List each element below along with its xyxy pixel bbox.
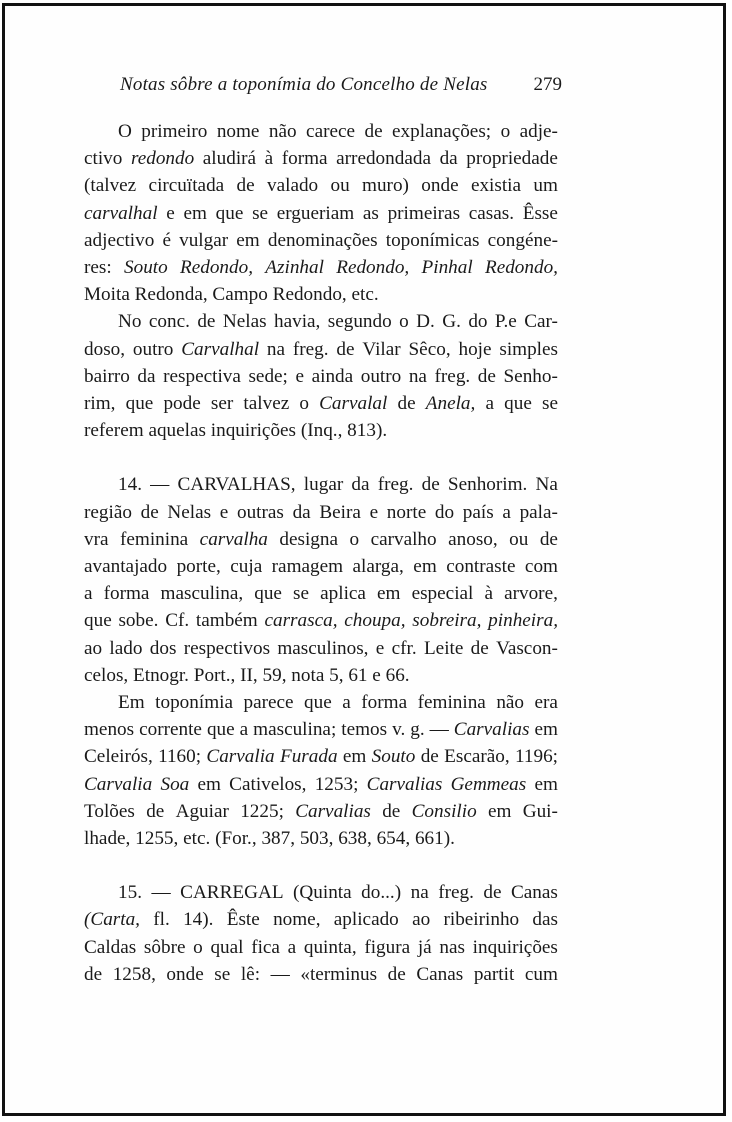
page-number: 279	[533, 74, 562, 95]
text-line: referem aquelas inquirições (Inq., 813).	[84, 420, 388, 442]
section-gap	[84, 852, 558, 879]
text-line: 14. — CARVALHAS, lugar da freg. de Senhorim. Na	[118, 474, 558, 496]
body-text	[84, 118, 558, 988]
text-line: res: Souto Redondo, Azinhal Redondo, Pinhal Redondo,	[84, 257, 558, 279]
text-line: vra feminina carvalha designa o carvalho anoso, ou de	[84, 528, 558, 550]
text-line: adjectivo é vulgar em denominações toponímicas congéne-	[84, 229, 558, 251]
text-line: 15. — CARREGAL (Quinta do...) na freg. de Canas	[118, 882, 558, 904]
text-line: Tolões de Aguiar 1225; Carvalias de Consilio em Gui-	[84, 800, 558, 822]
text-line: que sobe. Cf. também carrasca, choupa, sobreira, pinheira,	[84, 610, 558, 632]
text-line: (Carta, fl. 14). Êste nome, aplicado ao ribeirinho das	[84, 909, 558, 931]
text-line: Celeirós, 1160; Carvalia Furada em Souto de Escarão, 1196;	[84, 746, 558, 768]
text-line: doso, outro Carvalhal na freg. de Vilar Sêco, hoje simples	[84, 338, 558, 360]
text-line: (talvez circuïtada de valado ou muro) onde existia um	[84, 175, 558, 197]
text-line: de 1258, onde se lê: — «terminus de Canas partit cum	[84, 963, 558, 985]
text-line: menos corrente que a masculina; temos v. g. — Carvalias em	[84, 719, 558, 741]
text-line: região de Nelas e outras da Beira e norte do país a pala-	[84, 501, 558, 523]
running-title: Notas sôbre a toponímia do Concelho de Nelas	[120, 74, 488, 95]
text-line: O primeiro nome não carece de explanações; o adje-	[118, 121, 558, 142]
text-line: carvalhal e em que se ergueriam as primeiras casas. Êsse	[84, 202, 558, 224]
running-head	[120, 74, 562, 96]
section-gap	[84, 444, 558, 471]
text-line: celos, Etnogr. Port., II, 59, nota 5, 61 e 66.	[84, 664, 410, 686]
text-line: Em toponímia parece que a forma feminina não era	[118, 692, 558, 714]
text-line: lhade, 1255, etc. (For., 387, 503, 638, 654, 661).	[84, 828, 455, 850]
text-line: Caldas sôbre o qual fica a quinta, figura já nas inquirições	[84, 936, 558, 958]
text-line: rim, que pode ser talvez o Carvalal de Anela, a que se	[84, 393, 558, 415]
text-line: a forma masculina, que se aplica em especial à arvore,	[84, 583, 558, 605]
text-line: bairro da respectiva sede; e ainda outro na freg. de Senho-	[84, 365, 558, 387]
text-line: avantajado porte, cuja ramagem alarga, em contraste com	[84, 556, 558, 578]
text-line: ao lado dos respectivos masculinos, e cfr. Leite de Vascon-	[84, 637, 558, 659]
text-line: ctivo redondo aludirá à forma arredondada da propriedade	[84, 148, 558, 170]
text-line: Carvalia Soa em Cativelos, 1253; Carvalias Gemmeas em	[84, 773, 558, 795]
text-line: Moita Redonda, Campo Redondo, etc.	[84, 284, 379, 306]
text-line: No conc. de Nelas havia, segundo o D. G. do P.e Car-	[118, 311, 558, 333]
